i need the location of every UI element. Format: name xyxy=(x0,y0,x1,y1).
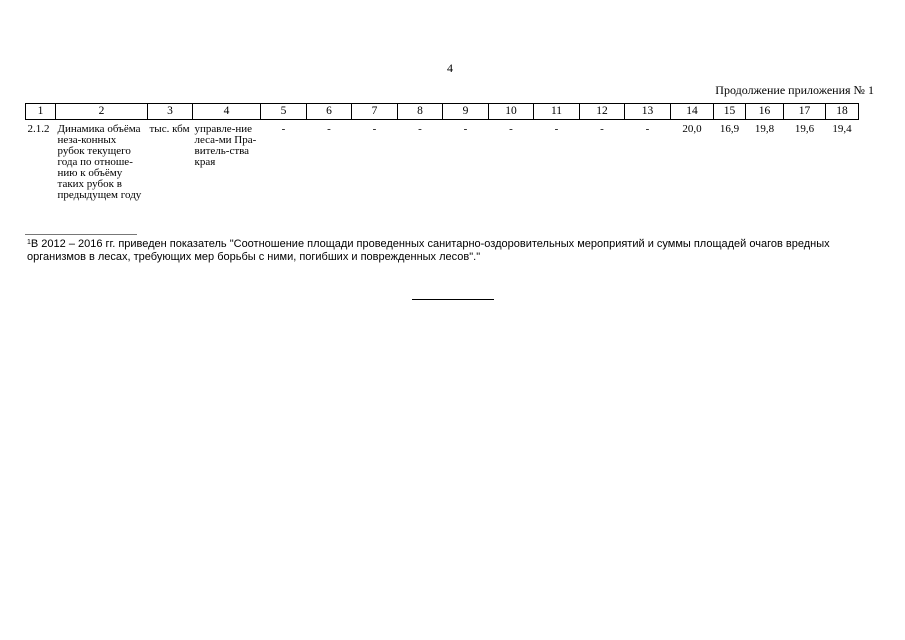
column-header: 18 xyxy=(826,104,859,120)
value-cell: - xyxy=(509,123,513,135)
value-cell: - xyxy=(600,123,604,135)
table-row xyxy=(26,120,859,202)
footnote-mark: 1 xyxy=(27,239,31,246)
value-cell: - xyxy=(281,123,286,135)
column-header: 12 xyxy=(580,104,625,120)
row-number-cell: 2.1.2 xyxy=(27,123,50,135)
column-header: 5 xyxy=(261,104,307,120)
page-number: 4 xyxy=(447,61,453,75)
value-cell: - xyxy=(327,123,331,135)
responsible-cell: управле-ние леса-ми Пра-витель-ства края xyxy=(194,123,257,168)
continuation-label: Продолжение приложения № 1 xyxy=(715,83,874,97)
value-cell: - xyxy=(463,123,468,135)
footnote-divider xyxy=(25,234,137,235)
value-cell: 20,0 xyxy=(682,123,702,135)
value-cell: - xyxy=(645,123,650,135)
value-cell: 19,6 xyxy=(794,123,815,135)
unit-cell: тыс. кбм xyxy=(149,123,190,135)
table-header-row xyxy=(26,104,859,120)
column-header: 11 xyxy=(534,104,580,120)
column-header: 2 xyxy=(56,104,148,120)
column-header: 10 xyxy=(489,104,534,120)
column-header: 8 xyxy=(398,104,443,120)
value-cell: - xyxy=(372,123,377,135)
footnote xyxy=(27,238,857,263)
value-cell: 19,4 xyxy=(832,123,852,135)
column-header: 4 xyxy=(193,104,261,120)
column-header: 6 xyxy=(307,104,352,120)
indicator-name-cell: Динамика объёма неза-конных рубок текущего года по отноше-нию к объёму таких рубок в предыдущем году xyxy=(57,123,142,201)
column-header: 13 xyxy=(625,104,671,120)
column-header: 7 xyxy=(352,104,398,120)
column-header: 15 xyxy=(714,104,746,120)
appendix-table xyxy=(25,103,859,201)
column-header: 3 xyxy=(148,104,193,120)
value-cell: - xyxy=(418,123,422,135)
end-divider xyxy=(412,299,494,300)
value-cell: 16,9 xyxy=(719,123,740,135)
value-cell: 19,8 xyxy=(754,123,775,135)
column-header: 9 xyxy=(443,104,489,120)
column-header: 16 xyxy=(746,104,784,120)
footnote-text: В 2012 – 2016 гг. приведен показатель "Соотношение площади проведенных санитарно-оздоровительных мероприятий и суммы площадей очагов вредных организмов в лесах, требующих мер борьбы с ними, погибших и поврежденных лесов"." xyxy=(27,238,830,263)
column-header: 17 xyxy=(784,104,826,120)
column-header: 1 xyxy=(26,104,56,120)
column-header: 14 xyxy=(671,104,714,120)
value-cell: - xyxy=(554,123,559,135)
